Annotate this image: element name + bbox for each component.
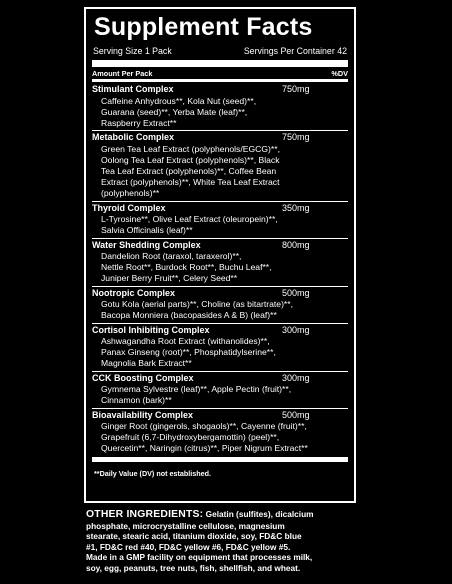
complex-header <box>92 84 348 96</box>
complex-header <box>92 288 348 300</box>
other-ingredients-text: Gelatin (sulfites), dicalcium <box>203 509 314 519</box>
amount-header: Amount Per Pack <box>92 69 153 78</box>
ingredient-line: Dandelion Root (taraxol, taraxerol)**, <box>101 251 242 262</box>
complex-amount: 300mg <box>282 324 310 335</box>
other-ingredients <box>86 509 358 574</box>
panel-title: Supplement Facts <box>94 13 313 41</box>
complex-name: CCK Boosting Complex <box>92 372 194 383</box>
complex-section <box>92 83 348 131</box>
complex-section <box>92 131 348 202</box>
ingredient-line: Ginger Root (gingerols, shogaols)**, Cayenne (fruit)**, <box>101 421 307 432</box>
ingredient-line: Cinnamon (bark)** <box>101 395 172 406</box>
complex-section <box>92 202 348 239</box>
ingredient-line: Quercetin**, Naringin (citrus)**, Piper Nigrum Extract** <box>101 443 308 454</box>
ingredient-line: Juniper Berry Fruit**, Celery Seed** <box>101 273 238 284</box>
ingredient-line: Ashwagandha Root Extract (withanolides)**, <box>101 336 270 347</box>
ingredient-line: Grapefruit (6,7-Dihydroxybergamottin) (peel)**, <box>101 432 280 443</box>
ingredient-line: Bacopa Monniera (bacopasides A & B) (leaf)** <box>101 310 277 321</box>
ingredient-line: Caffeine Anhydrous**, Kola Nut (seed)**, <box>101 95 257 106</box>
ingredient-line: Nettle Root**, Burdock Root**, Buchu Leaf**, <box>101 262 272 273</box>
supplement-facts-panel <box>84 7 356 503</box>
ingredient-line: (polyphenols)** <box>101 188 160 199</box>
serving-row <box>92 46 348 57</box>
ingredient-line: Guarana (seed)**, Yerba Mate (leaf)**, <box>101 106 248 117</box>
ingredient-line: Panax Ginseng (root)**, Phosphatidylserine**, <box>101 347 276 358</box>
complex-name: Bioavailability Complex <box>92 409 194 420</box>
complex-section <box>92 324 348 372</box>
ingredient-line: Gotu Kola (aerial parts)**, Choline (as bitartrate)**, <box>101 299 294 310</box>
complex-amount: 300mg <box>282 372 310 383</box>
complex-header <box>92 373 348 385</box>
complex-amount: 350mg <box>282 202 310 213</box>
complex-header <box>92 325 348 337</box>
complex-section <box>92 239 348 287</box>
complex-amount: 750mg <box>282 84 310 94</box>
serving-size: Serving Size 1 Pack <box>93 46 172 56</box>
complex-header <box>92 132 348 144</box>
servings-per-container: Servings Per Container 42 <box>243 46 347 56</box>
other-ingredients-line: phosphate, microcrystalline cellulose, magnesium <box>86 520 285 531</box>
ingredient-line: Green Tea Leaf Extract (polyphenols/EGCG)**, <box>101 143 280 154</box>
ingredient-line: Gymnema Sylvestre (leaf)**, Apple Pectin (fruit)**, <box>101 384 292 395</box>
complex-amount: 800mg <box>282 239 310 250</box>
ingredient-line: Raspberry Extract** <box>101 117 177 128</box>
complex-name: Metabolic Complex <box>92 132 175 143</box>
complex-section <box>92 287 348 324</box>
divider-thick <box>92 60 348 67</box>
complex-name: Water Shedding Complex <box>92 239 201 250</box>
complex-name: Thyroid Complex <box>92 202 166 213</box>
divider-end <box>92 457 348 462</box>
other-ingredients-line: stearate, stearic acid, titanium dioxide, soy, FD&C blue <box>86 531 302 542</box>
other-ingredients-line: soy, egg, peanuts, tree nuts, fish, shellfish, and wheat. <box>86 562 301 573</box>
complex-name: Stimulant Complex <box>92 84 174 94</box>
complex-ingredients <box>92 336 348 370</box>
complex-section <box>92 409 348 456</box>
dv-header: %DV <box>331 69 348 78</box>
complex-ingredients <box>92 384 348 406</box>
complex-ingredients <box>92 144 348 200</box>
divider-medium <box>92 79 348 82</box>
other-ingredients-line <box>86 509 358 521</box>
other-ingredients-line: #1, FD&C red #40, FD&C yellow #6, FD&C yellow #5. <box>86 541 291 552</box>
ingredient-line: Tea Leaf Extract (polyphenols)**, Coffee Bean <box>101 166 277 177</box>
ingredient-line: L-Tyrosine**, Olive Leaf Extract (oleuropein)**, <box>101 214 278 225</box>
complex-header <box>92 203 348 215</box>
complex-ingredients <box>92 214 348 236</box>
ingredient-line: Extract (polyphenols)**, White Tea Leaf Extract <box>101 177 280 188</box>
other-ingredients-line: Made in a GMP facility on equipment that processes milk, <box>86 552 313 563</box>
complex-amount: 500mg <box>282 409 310 420</box>
ingredient-line: Magnolia Bark Extract** <box>101 358 192 369</box>
complex-header <box>92 240 348 252</box>
other-ingredients-label: OTHER INGREDIENTS: <box>86 509 204 520</box>
complex-ingredients <box>92 421 348 455</box>
complex-ingredients <box>92 299 348 321</box>
complex-ingredients <box>92 251 348 285</box>
complex-ingredients <box>92 96 348 130</box>
complex-amount: 750mg <box>282 132 310 143</box>
complex-list <box>92 83 348 456</box>
complex-name: Cortisol Inhibiting Complex <box>92 324 210 335</box>
amount-header-row <box>92 69 348 78</box>
ingredient-line: Salvia Officinalis (leaf)** <box>101 225 193 236</box>
complex-name: Nootropic Complex <box>92 287 176 298</box>
complex-header <box>92 410 348 422</box>
complex-amount: 500mg <box>282 287 310 298</box>
dv-footnote: **Daily Value (DV) not established. <box>94 468 212 478</box>
complex-section <box>92 372 348 409</box>
ingredient-line: Oolong Tea Leaf Extract (polyphenols)**, Black <box>101 154 280 165</box>
